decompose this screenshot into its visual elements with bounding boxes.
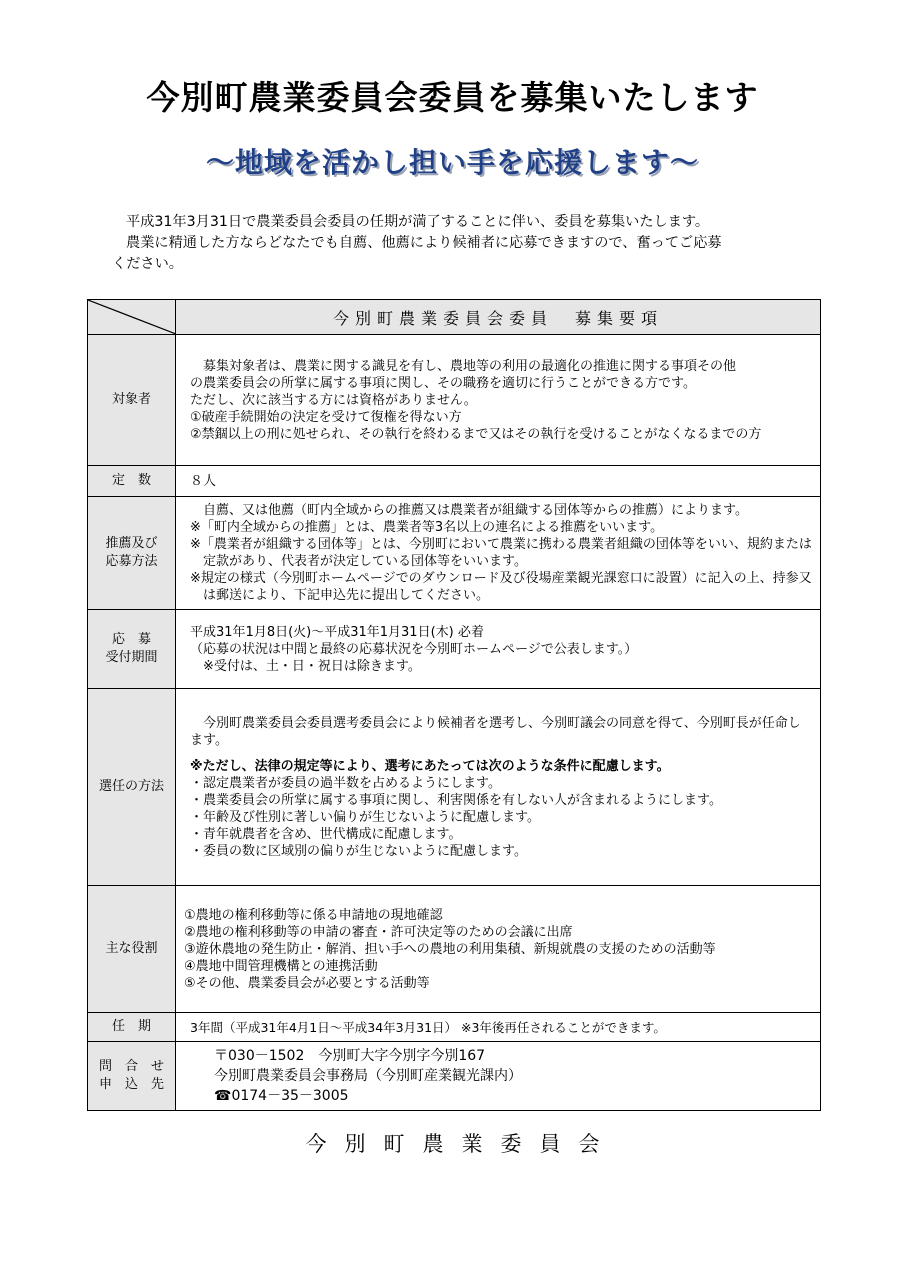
contact-phone: ☎0174－35－3005	[214, 1088, 349, 1104]
role-item: ③遊休農地の発生防止・解消、担い手への農地の利用集積、新規就農の支援のための活動等	[184, 941, 716, 957]
intro-line-2: 農業に精通した方ならどなたでも自薦、他薦により候補者に応募できますので、奮ってご応募	[126, 235, 722, 251]
label-period	[88, 610, 176, 689]
role-item: ④農地中間管理機構との連携活動	[184, 958, 378, 974]
row-roles	[88, 886, 821, 1013]
target-line: の農業委員会の所掌に属する事項に関し、その職務を適切に行うことができる方です。	[190, 375, 696, 391]
label-roles: 主な役割	[88, 886, 176, 1013]
target-line: ①破産手続開始の決定を受けて復権を得ない方	[190, 409, 462, 425]
label-recommend	[88, 497, 176, 610]
content-quota: ８人	[176, 466, 821, 497]
label-contact-l2: 申 込 先	[98, 1077, 164, 1092]
recommend-line: ※「町内全域からの推薦」とは、農業者等3名以上の連名による推薦をいいます。	[190, 520, 664, 535]
content-contact	[176, 1042, 821, 1111]
period-line: （応募の状況は中間と最終の応募状況を今別町ホームページで公表します。）	[190, 641, 638, 657]
footer-organization: 今別町農業委員会	[305, 1132, 618, 1156]
contact-address: 〒030－1502 今別町大字今別字今別167	[214, 1048, 486, 1064]
page-subtitle: ～地域を活かし担い手を応援します～	[205, 146, 699, 179]
row-term	[88, 1013, 821, 1042]
target-line: 募集対象者は、農業に関する識見を有し、農地等の利用の最適化の推進に関する事項その他	[203, 358, 737, 374]
label-recommend-l1: 推薦及び	[105, 536, 158, 551]
label-period-l2: 受付期間	[105, 650, 158, 665]
row-selection	[88, 689, 821, 886]
requirements-table	[87, 299, 821, 1111]
label-quota: 定 数	[88, 466, 176, 497]
selection-item: ・農業委員会の所掌に属する事項に関し、利害関係を有しない人が含まれるようにします。	[190, 792, 722, 808]
diagonal-line	[88, 300, 176, 334]
content-term: 3年間（平成31年4月1日～平成34年3月31日） ※3年後再任されることができます。	[176, 1013, 821, 1042]
selection-item: ・年齢及び性別に著しい偏りが生じないように配慮します。	[190, 809, 540, 825]
label-contact-l1: 問 合 せ	[98, 1059, 164, 1074]
recommend-line: ※規定の様式（今別町ホームページでのダウンロード及び役場産業観光課窓口に設置）に記入の上、持参又は郵送により、下記申込先に提出してください。	[190, 571, 812, 603]
content-target	[176, 335, 821, 466]
role-item: ⑤その他、農業委員会が必要とする活動等	[184, 975, 430, 991]
recommend-line: 自薦、又は他薦（町内全域からの推薦又は農業者が組織する団体等からの推薦）によります。	[203, 503, 748, 518]
content-period	[176, 610, 821, 689]
row-quota	[88, 466, 821, 497]
intro-line-3: ください。	[112, 256, 183, 272]
content-selection	[176, 689, 821, 886]
content-recommend	[176, 497, 821, 610]
intro-text	[112, 212, 832, 275]
label-term: 任 期	[88, 1013, 176, 1042]
row-contact	[88, 1042, 821, 1111]
table-header: 今別町農業委員会委員 募集要項	[176, 300, 821, 335]
role-item: ②農地の権利移動等の申請の審査・許可決定等のための会議に出席	[184, 924, 573, 940]
period-line: 平成31年1月8日(火)～平成31年1月31日(木) 必着	[190, 624, 484, 640]
selection-item: ・認定農業者が委員の過半数を占めるようにします。	[190, 775, 501, 791]
content-roles	[176, 886, 821, 1013]
label-selection: 選任の方法	[88, 689, 176, 886]
table-corner-cell	[88, 300, 176, 335]
page-title: 今別町農業委員会委員を募集いたします	[146, 78, 759, 117]
selection-item: ・委員の数に区域別の偏りが生じないように配慮します。	[190, 843, 527, 859]
selection-intro: 今別町農業委員会委員選考委員会により候補者を選考し、今別町議会の同意を得て、今別町長が任命します。	[190, 715, 801, 748]
row-target	[88, 335, 821, 466]
target-line: ②禁錮以上の刑に処せられ、その執行を終わるまで又はその執行を受けることがなくなるまでの方	[190, 426, 762, 442]
selection-note: ※ただし、法律の規定等により、選考にあたっては次のような条件に配慮します。	[190, 758, 670, 774]
period-line: ※受付は、土・日・祝日は除きます。	[203, 658, 421, 674]
row-recommend	[88, 497, 821, 610]
label-recommend-l2: 応募方法	[105, 554, 158, 569]
label-contact	[88, 1042, 176, 1111]
contact-office: 今別町農業委員会事務局（今別町産業観光課内）	[214, 1068, 522, 1084]
row-period	[88, 610, 821, 689]
role-item: ①農地の権利移動等に係る申請地の現地確認	[184, 907, 443, 923]
label-period-l1: 応 募	[111, 632, 151, 647]
intro-line-1: 平成31年3月31日で農業委員会委員の任期が満了することに伴い、委員を募集いたします。	[126, 214, 710, 230]
label-target: 対象者	[88, 335, 176, 466]
recommend-line: ※「農業者が組織する団体等」とは、今別町において農業に携わる農業者組織の団体等をいい、規約または定款があり、代表者が決定している団体等をいいます。	[190, 537, 812, 569]
target-line: ただし、次に該当する方には資格がありません。	[190, 392, 477, 408]
selection-item: ・青年就農者を含め、世代構成に配慮します。	[190, 826, 462, 842]
